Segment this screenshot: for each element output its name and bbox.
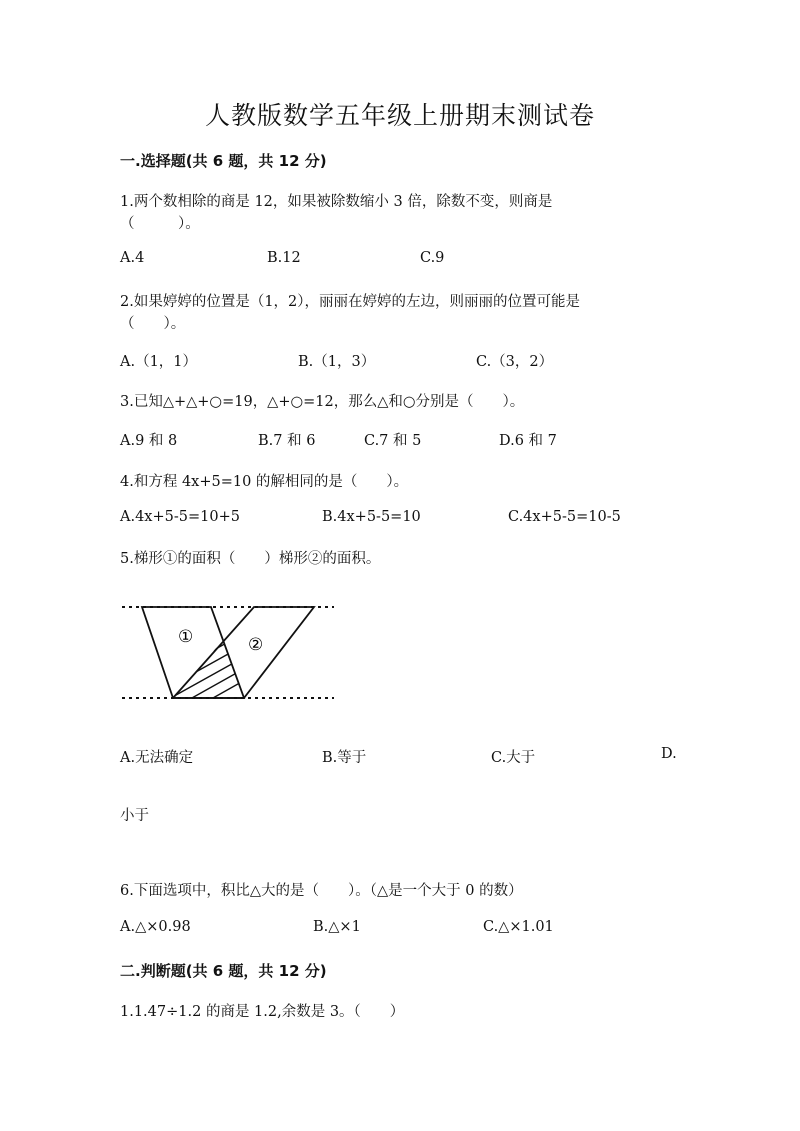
question-1-option-b: B.12 [267,250,301,266]
question-3-option-c: C.7 和 5 [364,433,422,449]
trapezoid-2-label: ② [248,635,264,655]
section-heading-judge: 二.判断题(共 6 题，共 12 分) [120,962,327,980]
question-3-option-a: A.9 和 8 [120,433,178,449]
question-3-option-d: D.6 和 7 [499,433,557,449]
question-2-option-a: A.（1，1） [120,354,198,370]
question-5-option-a: A.无法确定 [120,750,194,766]
question-6-option-b: B.△×1 [313,919,361,935]
question-1-option-a: A.4 [120,250,145,266]
question-1-blank: （ ）。 [120,216,200,232]
question-5-option-b: B.等于 [322,750,367,766]
question-2-option-b: B.（1，3） [298,354,376,370]
question-4-option-a: A.4x+5-5=10+5 [120,509,240,525]
question-4-option-b: B.4x+5-5=10 [322,509,421,525]
trapezoid-1-label: ① [178,627,194,647]
question-5-text: 5.梯形①的面积（ ）梯形②的面积。 [120,551,381,567]
question-6-option-a: A.△×0.98 [120,919,191,935]
question-1-option-c: C.9 [420,250,445,266]
question-3-text: 3.已知△+△+○=19，△+○=12，那么△和○分别是（ ）。 [120,394,525,410]
question-6-option-c: C.△×1.01 [483,919,554,935]
judge-question-1: 1.1.47÷1.2 的商是 1.2,余数是 3。（ ） [120,1004,405,1020]
question-1-text: 1.两个数相除的商是 12，如果被除数缩小 3 倍，除数不变，则商是 [120,194,553,210]
question-2-option-c: C.（3，2） [476,354,554,370]
question-5-option-d-text: 小于 [120,808,149,824]
section-heading-choice: 一.选择题(共 6 题，共 12 分) [120,152,327,170]
question-6-text: 6.下面选项中，积比△大的是（ ）。（△是一个大于 0 的数） [120,883,523,899]
question-5-option-d: D. [661,746,677,762]
question-3-option-b: B.7 和 6 [258,433,316,449]
question-5-option-c: C.大于 [491,750,536,766]
question-4-text: 4.和方程 4x+5=10 的解相同的是（ ）。 [120,474,409,490]
question-4-option-c: C.4x+5-5=10-5 [508,509,621,525]
question-2-blank: （ ）。 [120,316,186,332]
trapezoid-figure [118,595,338,707]
question-2-text: 2.如果婷婷的位置是（1，2），丽丽在婷婷的左边，则丽丽的位置可能是 [120,294,581,310]
page-title: 人教版数学五年级上册期末测试卷 [204,101,595,130]
